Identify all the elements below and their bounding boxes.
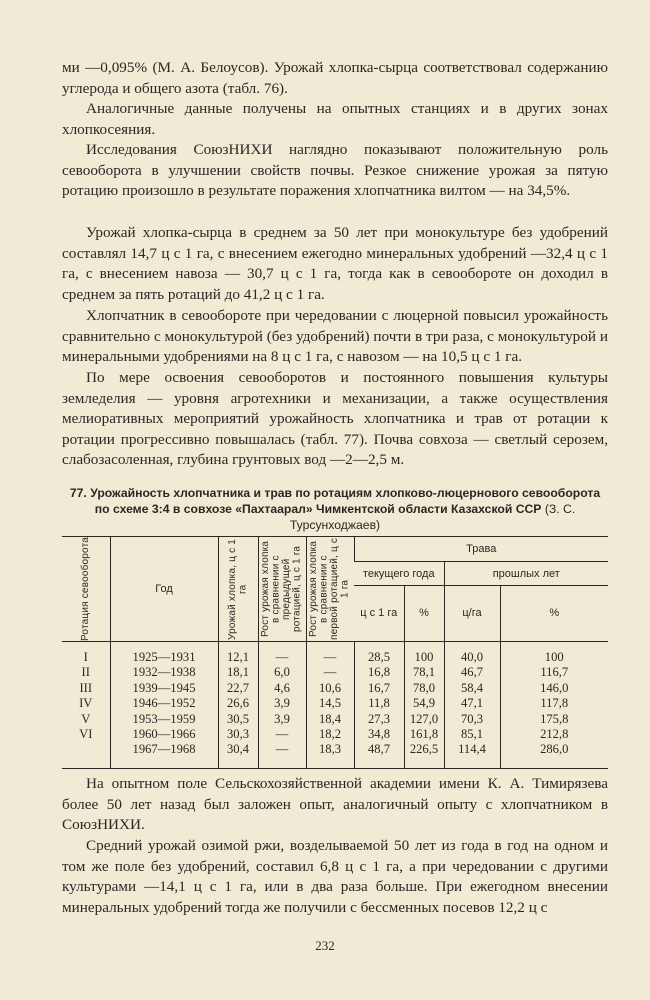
table-cell-cur-c: 34,8	[354, 727, 404, 742]
table-cell-yield: 30,5	[218, 712, 258, 727]
table-body	[62, 642, 608, 769]
table-cell-past-p: 116,7	[500, 665, 608, 680]
table-cell-rotation: IV	[79, 696, 93, 711]
paragraph-7: На опытном поле Сельскохозяйственной академии имени К. А. Тимирязева более 50 лет назад был заложен опыт, аналогичный опыту с хлопчатником в СоюзНИХИ.	[62, 775, 608, 834]
table-cell-cur-c: 48,7	[354, 742, 404, 768]
paragraph-2: Аналогичные данные получены на опытных станциях и в других зонах хлопкосеяния.	[62, 100, 608, 138]
header-past-years: прошлых лет	[444, 562, 608, 585]
table-cell-year: 1925—1931	[110, 642, 218, 666]
table-cell-prev: 4,6	[258, 681, 306, 696]
table-cell-rotation: V	[81, 711, 91, 726]
table-cell-rotation: VI	[79, 727, 93, 742]
page-number: 232	[315, 938, 335, 953]
table-row	[62, 665, 608, 680]
table-cell-rotation: II	[81, 665, 90, 680]
header-grass: Трава	[354, 537, 608, 562]
table-cell-first: 18,3	[306, 742, 354, 768]
table-cell-prev: —	[258, 742, 306, 768]
table-cell-cur-c: 11,8	[354, 696, 404, 711]
paragraph-4: Урожай хлопка-сырца в среднем за 50 лет при монокультуре без удобрений составлял 14,7 ц с 1 га, с внесением ежегодно минеральных удобрений —32,4 ц с 1 га, с внесением навоза — 30,7 ц с 1 га, тогда как в севообороте он доходил в среднем за пять ротаций до 41,2 ц с 1 га.	[62, 224, 608, 303]
table-cell-cur-p: 78,0	[404, 681, 444, 696]
table-cell-yield: 30,3	[218, 727, 258, 742]
table-cell-first: 18,4	[306, 712, 354, 727]
table-cell-rotation	[62, 742, 110, 768]
table-cell-cur-p: 78,1	[404, 665, 444, 680]
table-cell-year: 1967—1968	[110, 742, 218, 768]
table-cell-year: 1946—1952	[110, 696, 218, 711]
paragraph-8: Средний урожай озимой ржи, возделываемой 50 лет из года в год на одном и том же поле без удобрений, составил 6,8 ц с 1 га, а при чередовании с другими культурами —14,1 ц с 1 га, или в два раза больше. При ежегодном внесении минеральных удобрений тогда же получили с бессменных посевов 12,2 ц с	[62, 837, 608, 916]
table-cell-year: 1953—1959	[110, 712, 218, 727]
table-cell-prev: —	[258, 727, 306, 742]
table-row	[62, 742, 608, 768]
paragraph-5: Хлопчатник в севообороте при чередовании с люцерной повысил урожайность сравнительно с монокультурой (без удобрений) почти в три раза, с монокультурой и минеральными удобрениями на 8 ц с 1 га, с навозом — на 10,5 ц с 1 га.	[62, 307, 608, 366]
table-cell-past-c: 46,7	[444, 665, 500, 680]
table-cell-cur-p: 127,0	[404, 712, 444, 727]
table-cell-prev: 3,9	[258, 696, 306, 711]
table-cell-past-c: 85,1	[444, 727, 500, 742]
table-cell-cur-c: 28,5	[354, 642, 404, 666]
paragraph-3: Исследования СоюзНИХИ наглядно показывают положительную роль севооборота в улучшении свойств почвы. Резкое снижение урожая за пятую ротацию произошло в результате поражения хлопчатника вилтом — на 34,5%.	[62, 141, 608, 200]
header-unit-c: ц с 1 га	[354, 585, 404, 641]
table-cell-first: —	[306, 642, 354, 666]
table-cell-prev: 3,9	[258, 712, 306, 727]
table-cell-past-p: 212,8	[500, 727, 608, 742]
table-cell-past-p: 286,0	[500, 742, 608, 768]
header-unit-pct: %	[404, 585, 444, 641]
table-cell-rotation: I	[83, 650, 88, 664]
table-cell-prev: —	[258, 642, 306, 666]
table-cell-yield: 12,1	[218, 642, 258, 666]
table-cell-yield: 18,1	[218, 665, 258, 680]
table-cell-cur-p: 226,5	[404, 742, 444, 768]
table-cell-cur-c: 27,3	[354, 712, 404, 727]
header-growth-prev: Рост урожая хлопка в сравнении с предыдущей ротацией, ц с 1 га	[258, 537, 306, 642]
table-row	[62, 712, 608, 727]
table-cell-year: 1960—1966	[110, 727, 218, 742]
header-unit-cga: ц/га	[444, 585, 500, 641]
header-rotation: Ротация севооборота	[62, 537, 110, 642]
table-cell-yield: 22,7	[218, 681, 258, 696]
table-cell-cur-p: 161,8	[404, 727, 444, 742]
table-cell-yield: 26,6	[218, 696, 258, 711]
table-cell-past-c: 47,1	[444, 696, 500, 711]
table-cell-past-p: 100	[500, 642, 608, 666]
table-cell-past-p: 146,0	[500, 681, 608, 696]
table-cell-first: 18,2	[306, 727, 354, 742]
header-year: Год	[110, 537, 218, 642]
header-growth-first: Рост урожая хлопка в сравнении с первой ротацией, ц с 1 га	[306, 537, 354, 642]
table-cell-cur-p: 54,9	[404, 696, 444, 711]
table-cell-first: 10,6	[306, 681, 354, 696]
table-cell-cur-c: 16,8	[354, 665, 404, 680]
table-row	[62, 696, 608, 711]
table-cell-yield: 30,4	[218, 742, 258, 768]
table-cell-first: —	[306, 665, 354, 680]
table-cell-prev: 6,0	[258, 665, 306, 680]
table-cell-past-c: 58,4	[444, 681, 500, 696]
table-row	[62, 642, 608, 666]
table-cell-past-p: 175,8	[500, 712, 608, 727]
table-cell-year: 1939—1945	[110, 681, 218, 696]
table-cell-rotation: III	[79, 680, 93, 695]
header-cotton-yield: Урожай хлопка, ц с 1 га	[218, 537, 258, 642]
paragraph-6: По мере освоения севооборотов и постоянного повышения культуры земледелия — уровня агротехники и механизации, а также осуществления мелиоративных мероприятий урожайность хлопчатника и трав от ротации к ротации прогрессивно повышалась (табл. 77). Почва совхоза — светлый серозем, слабозасоленная, глубина грунтовых вод —2—2,5 м.	[62, 369, 608, 469]
table-caption-author: (З. С. Турсунходжаев)	[289, 502, 576, 532]
table-cell-year: 1932—1938	[110, 665, 218, 680]
table-row	[62, 727, 608, 742]
table-cell-past-c: 40,0	[444, 642, 500, 666]
yield-table	[62, 536, 608, 769]
table-cell-cur-c: 16,7	[354, 681, 404, 696]
paragraph-1: ми —0,095% (М. А. Белоусов). Урожай хлопка-сырца соответствовал содержанию углерода и общего азота (табл. 76).	[62, 59, 608, 97]
table-caption-title: 77. Урожайность хлопчатника и трав по ротациям хлопково-люцернового севооборота по схеме 3:4 в совхозе «Пахтаарал» Чимкентской области Казахской ССР	[69, 486, 601, 516]
table-row	[62, 681, 608, 696]
table-cell-past-c: 114,4	[444, 742, 500, 768]
header-unit-pct2: %	[500, 585, 608, 641]
table-cell-past-c: 70,3	[444, 712, 500, 727]
header-current-year: текущего года	[354, 562, 444, 585]
table-cell-cur-p: 100	[404, 642, 444, 666]
table-cell-past-p: 117,8	[500, 696, 608, 711]
table-caption	[62, 485, 608, 533]
table-cell-first: 14,5	[306, 696, 354, 711]
